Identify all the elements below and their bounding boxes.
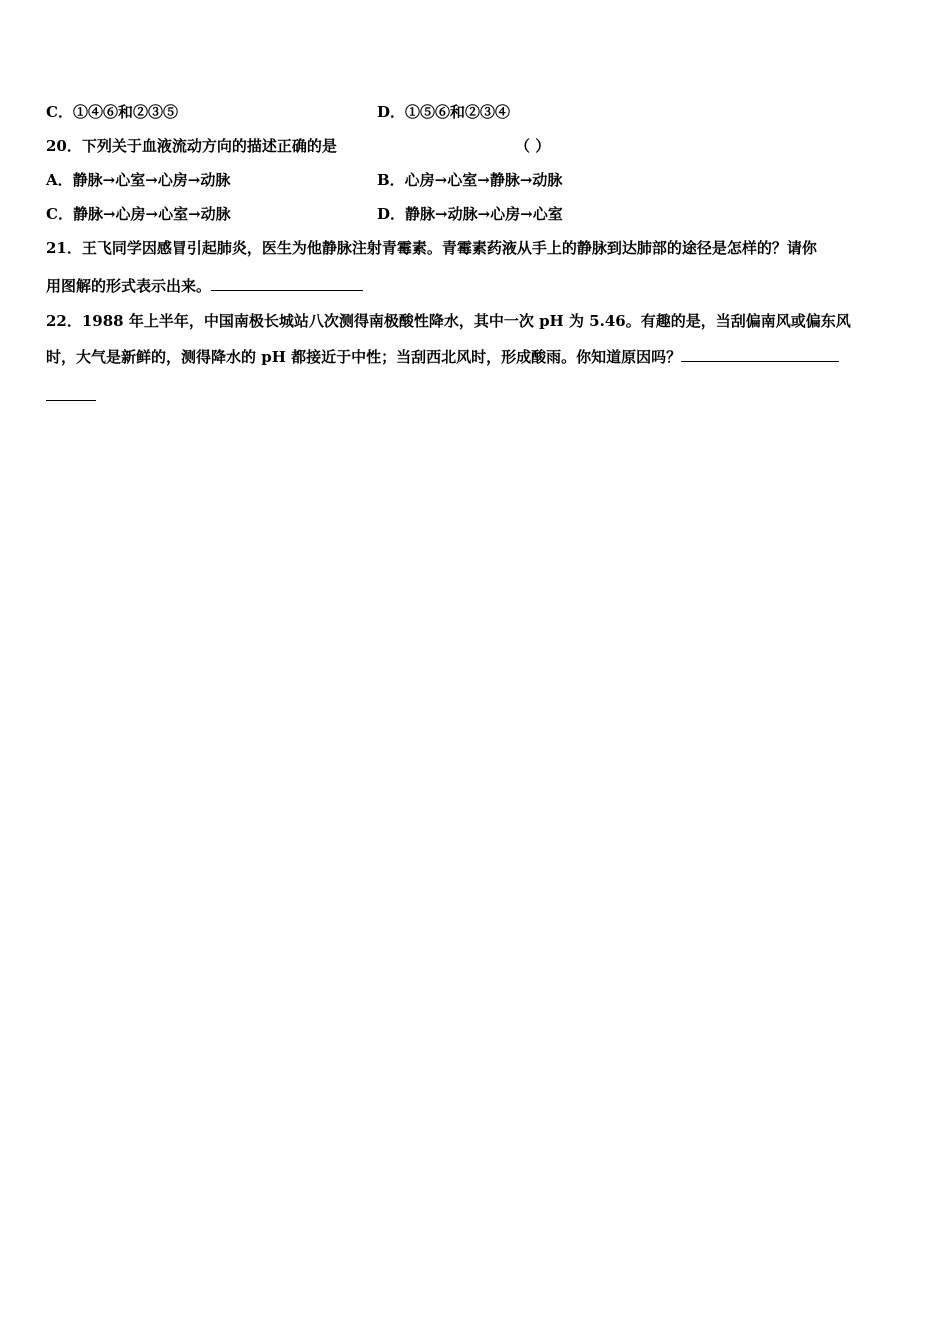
q22-answer-blank-continued[interactable] (46, 386, 96, 401)
q19-option-c: C．①④⑥和②③⑤ (46, 103, 178, 121)
q20-option-a: A．静脉→心室→心房→动脉 (46, 171, 231, 189)
q20-stem: 20．下列关于血液流动方向的描述正确的是 (46, 137, 337, 155)
q22-line-2 (46, 347, 839, 367)
q21-answer-blank[interactable] (211, 276, 363, 291)
q21-line-2-text: 用图解的形式表示出来。 (46, 277, 212, 295)
q20-answer-paren: （ ） (515, 137, 551, 155)
q20-option-b: B．心房→心室→静脉→动脉 (377, 171, 563, 189)
q22-answer-blank[interactable] (681, 347, 839, 362)
q22-line-1: 22．1988 年上半年，中国南极长城站八次测得南极酸性降水，其中一次 pH 为 5.46。有趣的是，当刮偏南风或偏东风 (46, 312, 851, 330)
q21-line-2 (46, 276, 363, 296)
q20-option-d: D．静脉→动脉→心房→心室 (377, 205, 563, 223)
q20-option-c: C．静脉→心房→心室→动脉 (46, 205, 231, 223)
q19-option-d: D．①⑤⑥和②③④ (377, 103, 511, 121)
q21-line-1: 21．王飞同学因感冒引起肺炎，医生为他静脉注射青霉素。青霉素药液从手上的静脉到达肺部的途径是怎样的？请你 (46, 239, 817, 257)
q22-line-2-text: 时，大气是新鲜的，测得降水的 pH 都接近于中性；当刮西北风时，形成酸雨。你知道原因吗？ (46, 348, 682, 366)
